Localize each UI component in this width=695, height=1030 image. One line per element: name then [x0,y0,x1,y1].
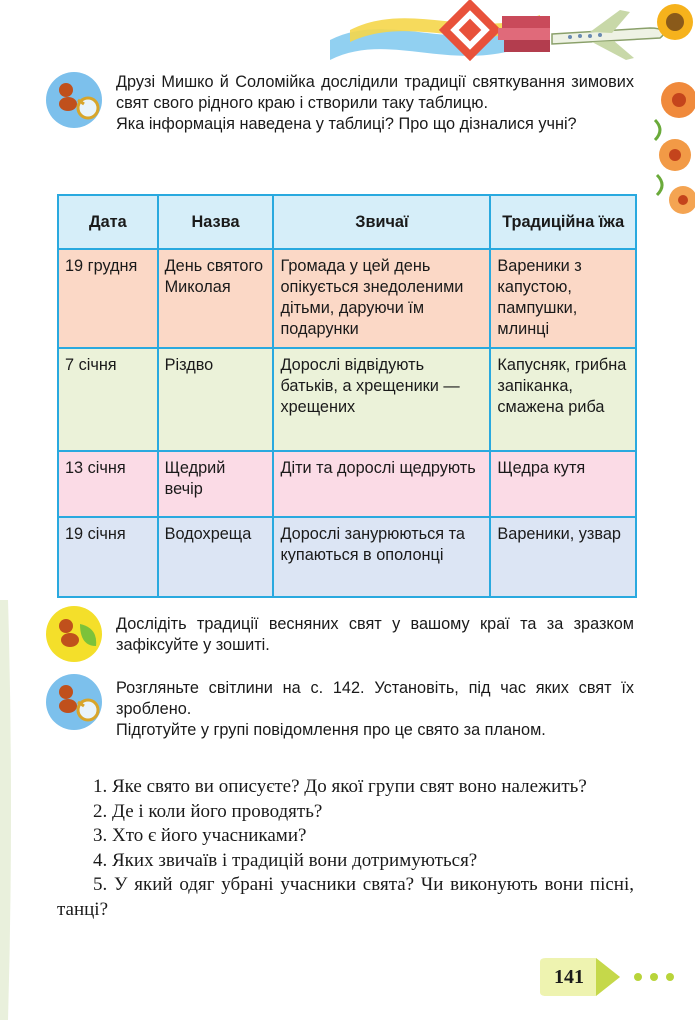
photos-task-plan: Підготуйте у групі повідомлення про це свято за планом. [116,721,546,739]
cell-date: 19 грудня [58,249,158,348]
airplane-icon [552,10,664,60]
plan-item: 1. Яке свято ви описуєте? До якої групи свят воно належить? [93,776,587,797]
cell-name: День святого Миколая [158,249,274,348]
plan-item: 3. Хто є його учасниками? [93,825,307,846]
cell-customs: Дорослі занурюються та купаються в ополонці [273,517,490,597]
cell-food: Щедра кутя [490,451,636,517]
left-edge-decoration [0,600,18,1020]
intro-text: Друзі Мишко й Соломійка дослідили традиції святкування зимових свят свого рідного краю і створили таку таблицю. [116,73,634,112]
intro-question: Яка інформація наведена у таблиці? Про що дізналися учні? [116,115,577,133]
cell-name: Водохреща [158,517,274,597]
cell-date: 7 січня [58,348,158,451]
flowers-decoration [635,60,695,230]
cell-food: Капусняк, грибна запіканка, смажена риба [490,348,636,451]
cell-name: Щедрий вечір [158,451,274,517]
plan-list [57,775,634,922]
header-food: Традиційна їжа [490,195,636,249]
plan-item: 4. Яких звичаїв і традицій вони дотримуються? [93,849,478,871]
table-header-row [58,195,636,249]
holidays-table [57,194,637,598]
page-number: 141 [554,966,584,988]
plan-item: 2. Де і коли його проводять? [93,800,323,822]
table-row [58,249,636,348]
plan-item: 5. У який одяг убрані учасники свята? Чи виконують вони пісні, танці? [57,874,634,920]
ant-leaf-icon [44,604,104,664]
table-row [58,451,636,517]
sunflower-icon [657,4,693,40]
table-row [58,348,636,451]
cell-date: 19 січня [58,517,158,597]
header-date: Дата [58,195,158,249]
page-number-badge [540,958,680,996]
task-photos [116,678,634,741]
books-icon [498,16,550,52]
header-name: Назва [158,195,274,249]
ant-magnifier-icon [44,70,104,130]
cell-customs: Дорослі відвідують батьків, а хрещеники — хрещених [273,348,490,451]
task-spring [116,614,634,656]
ant-magnifier-icon [44,672,104,732]
table-row [58,517,636,597]
task-intro [116,72,634,135]
cell-food: Вареники, узвар [490,517,636,597]
cell-customs: Діти та дорослі щедрують [273,451,490,517]
header-customs: Звичаї [273,195,490,249]
cell-name: Різдво [158,348,274,451]
photos-task-text: Розгляньте світлини на с. 142. Установіть, під час яких свят їх зроблено. [116,679,634,718]
cell-date: 13 січня [58,451,158,517]
cell-customs: Громада у цей день опікується знедоленими дітьми, даруючи їм подарунки [273,249,490,348]
cell-food: Вареники з капустою, пампушки, млинці [490,249,636,348]
spring-task-text: Дослідіть традиції весняних свят у вашому краї та за зразком зафіксуйте у зошиті. [116,615,634,654]
